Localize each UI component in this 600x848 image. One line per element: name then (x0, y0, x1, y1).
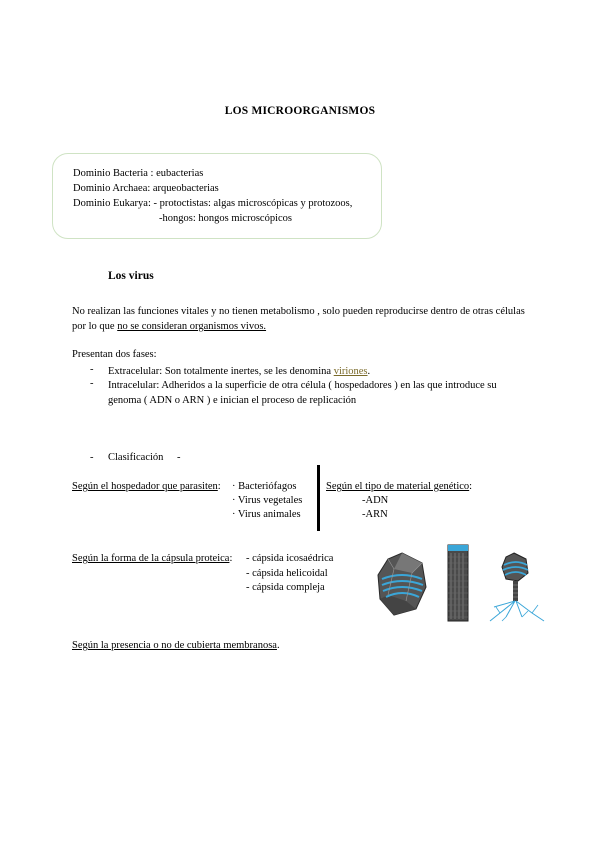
host-item: · Virus vegetales (232, 495, 303, 506)
intro-paragraph (72, 304, 532, 334)
bullet-dash: - (90, 378, 94, 389)
domain-eukarya: Dominio Eukarya: - protoctistas: algas microscópicas y protozoos, (73, 198, 353, 209)
class-by-membrane: Según la presencia o no de cubierta membranosa. (72, 640, 280, 651)
capsid-item: - cápsida icosaédrica (246, 553, 334, 564)
domain-eukarya-fungi: -hongos: hongos microscópicos (159, 213, 292, 224)
classification-label: Clasificación (108, 452, 164, 463)
capsid-item: - cápsida helicoidal (246, 568, 328, 579)
class-by-genetic-material: Según el tipo de material genético: (326, 481, 473, 492)
host-item: · Virus animales (232, 509, 301, 520)
capsid-item: - cápsida compleja (246, 582, 325, 593)
class-by-host: Según el hospedador que parasiten: (72, 481, 221, 492)
genetic-item: -ARN (362, 509, 388, 520)
class-by-capsid: Según la forma de la cápsula proteica: (72, 553, 233, 564)
bullet-dash: - (90, 452, 94, 463)
section-heading-virus: Los virus (108, 270, 154, 282)
column-divider (317, 465, 320, 531)
phase-intracelular: Intracelular: Adheridos a la superficie de otra célula ( hospedadores ) en las que introduce su genoma ( ADN o ARN ) e inician el proceso de replicación (108, 380, 497, 406)
page-title: LOS MICROORGANISMOS (224, 105, 376, 117)
bullet-dash: - (90, 364, 94, 375)
domain-archaea: Dominio Archaea: arqueobacterias (73, 183, 219, 194)
domains-box (52, 153, 382, 239)
domain-bacteria: Dominio Bacteria : eubacterias (73, 168, 204, 179)
genetic-item: -ADN (362, 495, 389, 506)
intro-text: No realizan las funciones vitales y no tienen metabolismo , solo pueden reproducirse dentro de otras células por lo que (72, 306, 525, 332)
term-viriones: viriones (333, 366, 368, 377)
host-item: · Bacteriófagos (232, 481, 297, 492)
icosahedral-capsid-icon (378, 553, 426, 615)
complex-capsid-icon (490, 553, 544, 621)
phases-heading: Presentan dos fases: (72, 349, 157, 360)
classification-trailing-dash: - (177, 452, 181, 463)
helical-capsid-icon (448, 545, 468, 621)
phase-extracelular: Extracelular: Son totalmente inertes, se les denomina viriones. (108, 366, 371, 377)
virus-capsid-illustrations (372, 543, 552, 627)
intro-underlined: no se consideran organismos vivos. (117, 321, 267, 332)
